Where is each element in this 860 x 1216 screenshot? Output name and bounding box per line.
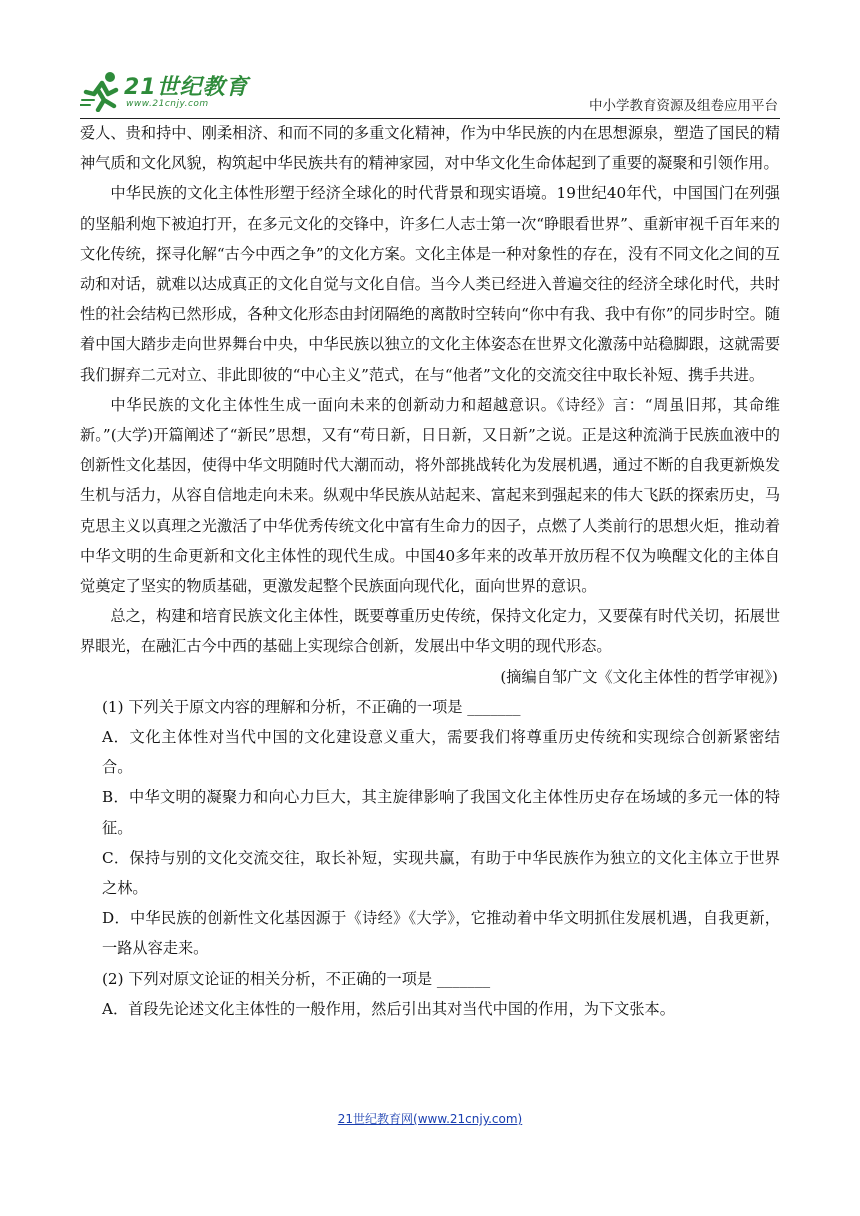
article-content <box>80 118 780 1024</box>
question-1: (1) 下列关于原文内容的理解和分析，不正确的一项是 _______ <box>102 697 521 716</box>
question-1-option-a: A．文化主体性对当代中国的文化建设意义重大，需要我们将尊重历史传统和实现综合创新紧密结合。 <box>102 728 780 777</box>
paragraph-globalization: 中华民族的文化主体性形塑于经济全球化的时代背景和现实语境。19世纪40年代，中国国门在列强的坚船利炮下被迫打开，在多元文化的交锋中，许多仁人志士第一次“睁眼看世界”、重新审视千百年来的文化传统，探寻化解“古今中西之争”的文化方案。文化主体是一种对象性的存在，没有不同文化之间的互动和对话，就难以达成真正的文化自觉与文化自信。当今人类已经进入普遍交往的经济全球化时代，共时性的社会结构已然形成，各种文化形态由封闭隔绝的离散时空转向“你中有我、我中有你”的同步时空。随着中国大踏步走向世界舞台中央，中华民族以独立的文化主体姿态在世界文化激荡中站稳脚跟，这就需要我们摒弃二元对立、非此即彼的“中心主义”范式，在与“他者”文化的交流交往中取长补短、携手共进。 <box>80 184 780 384</box>
platform-name: 中小学教育资源及组卷应用平台 <box>589 98 778 114</box>
question-2-option-a: A．首段先论述文化主体性的一般作用，然后引出其对当代中国的作用，为下文张本。 <box>102 999 675 1018</box>
paragraph-continued: 爱人、贵和持中、刚柔相济、和而不同的多重文化精神，作为中华民族的内在思想源泉，塑造了国民的精神气质和文化风貌，构筑起中华民族共有的精神家园，对中华文化生命体起到了重要的凝聚和引领作用。 <box>80 124 780 173</box>
logo-url: www.21cnjy.com <box>126 99 209 109</box>
page-header <box>80 66 780 119</box>
logo-title: 21世纪教育 <box>124 75 249 100</box>
question-1-option-c: C．保持与别的文化交流交往，取长补短，实现共赢，有助于中华民族作为独立的文化主体立于世界之林。 <box>102 848 780 898</box>
question-2: (2) 下列对原文论证的相关分析，不正确的一项是 _______ <box>102 969 491 988</box>
article-source: (摘编自邹广文《文化主体性的哲学审视》) <box>500 667 778 686</box>
question-1-option-b: B．中华文明的凝聚力和向心力巨大，其主旋律影响了我国文化主体性历史存在场域的多元一体的特征。 <box>102 788 780 837</box>
site-logo[interactable] <box>80 66 280 116</box>
paragraph-conclusion: 总之，构建和培育民族文化主体性，既要尊重历史传统，保持文化定力，又要葆有时代关切，拓展世界眼光，在融汇古今中西的基础上实现综合创新，发展出中华文明的现代形态。 <box>80 607 780 656</box>
question-1-option-d: D．中华民族的创新性文化基因源于《诗经》《大学》，它推动着中华文明抓住发展机遇，自我更新，一路从容走来。 <box>102 909 780 958</box>
runner-logo-icon <box>80 70 122 112</box>
paragraph-innovation: 中华民族的文化主体性生成一面向未来的创新动力和超越意识。《诗经》言：“周虽旧邦，其命维新。”(大学)开篇阐述了“新民”思想，又有“苟日新，日日新，又日新”之说。正是这种流淌于民族血液中的创新性文化基因，使得中华文明随时代大潮而动，将外部挑战转化为发展机遇，通过不断的自我更新焕发生机与活力，从容自信地走向未来。纵观中华民族从站起来、富起来到强起来的伟大飞跃的探索历史，马克思主义以真理之光激活了中华优秀传统文化中富有生命力的因子，点燃了人类前行的思想火炬，推动着中华文明的生命更新和文化主体性的现代生成。中国40多年来的改革开放历程不仅为唤醒文化的主体自觉奠定了坚实的物质基础，更激发起整个民族面向现代化，面向世界的意识。 <box>80 395 780 596</box>
footer-link[interactable]: 21世纪教育网(www.21cnjy.com) <box>337 1112 523 1126</box>
